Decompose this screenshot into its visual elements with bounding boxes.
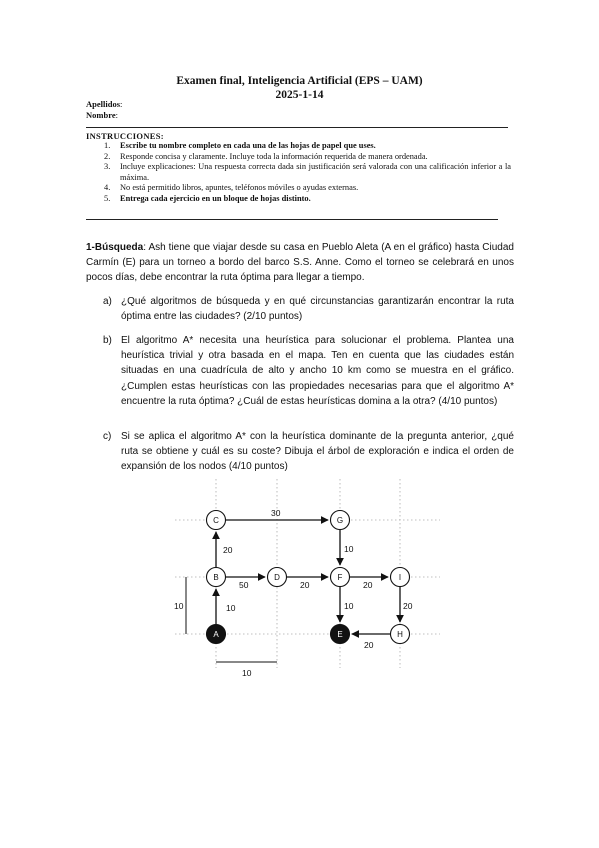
scale-horizontal-label: 10: [242, 668, 252, 678]
question-1-text: Ash tiene que viajar desde su casa en Pueblo Aleta (A en el gráfico) hasta Ciudad Carmín (E) para un torneo a bordo del barco S.S. Anne. Como el torneo se celebrará en unos pocos días, debe encontrar la ruta óptima para llegar a tiempo.: [86, 242, 514, 284]
edge-cost: 20: [223, 545, 233, 555]
node-label: C: [213, 516, 219, 525]
node-c: [207, 511, 226, 530]
node-label: I: [398, 573, 402, 582]
edge-cost: 20: [300, 580, 310, 590]
instructions-heading: INSTRUCCIONES:: [86, 131, 164, 141]
edge-cost: 30: [271, 508, 281, 518]
part-label: a): [103, 296, 112, 307]
node-label: F: [337, 573, 343, 582]
scale-vertical-label: 10: [174, 601, 184, 611]
instruction-text: Incluye explicaciones: Una respuesta correcta dada sin justificación será valorada con una calificación inferior a la máxima.: [120, 162, 511, 182]
part-text: Si se aplica el algoritmo A* con la heurística dominante de la pregunta anterior, ¿qué ruta se obtiene y cuál es su coste? Dibuja el árbol de exploración e indica el orden de expansión de los nodos (4/10 puntos): [121, 431, 514, 473]
part-label: c): [103, 431, 112, 442]
edge-cost: 10: [344, 601, 354, 611]
node-e: [331, 625, 350, 644]
node-f: [331, 568, 350, 587]
edge-cost: 10: [344, 544, 354, 554]
instruction-number: 2.: [104, 151, 111, 161]
nombre-label: Nombre: [86, 110, 116, 120]
question-1-title: 1-Búsqueda: [86, 242, 144, 253]
node-i: [391, 568, 410, 587]
node-g: [331, 511, 350, 530]
instruction-number: 4.: [104, 183, 111, 193]
node-a: [207, 625, 226, 644]
node-label: G: [336, 516, 344, 525]
edge-cost: 20: [363, 580, 373, 590]
instruction-text: Responde concisa y claramente. Incluye toda la información requerida de manera ordenada.: [120, 151, 428, 161]
edge-cost: 10: [226, 603, 236, 613]
instruction-number: 1.: [104, 141, 111, 150]
node-b: [207, 568, 226, 587]
question-1-intro: 1-Búsqueda: Ash tiene que viajar desde su casa en Pueblo Aleta (A en el gráfico) hasta Ciudad Carmín (E) para un torneo a bordo del barco S.S. Anne. Como el torneo se celebrará en unos pocos días, debe encontrar la ruta óptima para llegar a tiempo.: [86, 242, 514, 284]
instruction-text: Escribe tu nombre completo en cada una de las hojas de papel que uses.: [120, 141, 376, 150]
node-h: [391, 625, 410, 644]
apellidos-label: Apellidos: [86, 99, 121, 109]
exam-date: 2025-1-14: [275, 89, 324, 101]
edges: [216, 520, 400, 634]
apellidos-field: Apellidos:: [86, 99, 123, 109]
edge-cost: 20: [403, 601, 413, 611]
instruction-number: 5.: [104, 193, 111, 203]
edge-costs: [223, 508, 413, 650]
node-label: B: [213, 573, 219, 582]
scale-indicators: [186, 577, 277, 662]
node-label: E: [337, 630, 343, 639]
instruction-text: No está permitido libros, apuntes, teléfonos móviles o ayudas externas.: [120, 183, 359, 193]
instruction-text: Entrega cada ejercicio en un bloque de hojas distinto.: [120, 193, 311, 203]
node-label: A: [213, 630, 219, 639]
edge-cost: 20: [364, 640, 374, 650]
node-label: H: [397, 630, 403, 639]
exam-title: Examen final, Inteligencia Artificial (EPS – UAM): [176, 75, 423, 87]
node-label: D: [274, 573, 280, 582]
part-text: ¿Qué algoritmos de búsqueda y en qué circunstancias garantizarán encontrar la ruta óptima entre las ciudades? (2/10 puntos): [121, 296, 514, 323]
part-text: El algoritmo A* necesita una heurística para solucionar el problema. Plantea una heurística trivial y otra basada en el mapa. Ten en cuenta que las ciudades están situadas en una cuadrícula de alto y ancho 10 km como se muestra en el gráfico. ¿Cumplen estas heurísticas con las propiedades necesarias para que el algoritmo A* encuentre la ruta óptima? ¿Cuál de estas heurísticas domina a la otra? (4/10 puntos): [121, 335, 514, 407]
part-label: b): [103, 335, 112, 346]
node-d: [268, 568, 287, 587]
nombre-field: Nombre:: [86, 110, 118, 120]
instruction-number: 3.: [104, 162, 111, 172]
instructions-heading-text: INSTRUCCIONES: [86, 131, 161, 141]
edge-cost: 50: [239, 580, 249, 590]
